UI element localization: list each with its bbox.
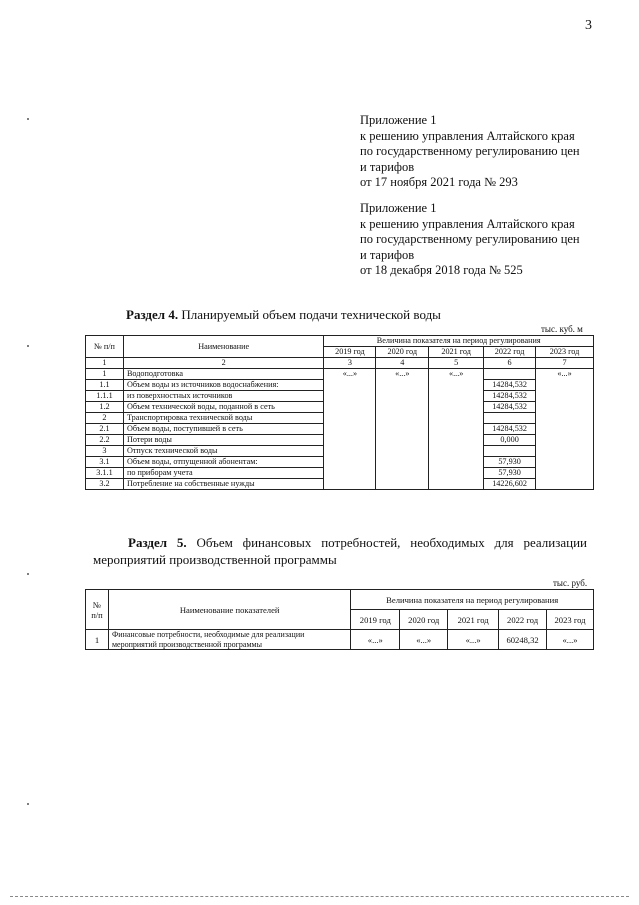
row-value-2023: [536, 457, 594, 468]
section5-table: [85, 589, 594, 650]
header-name: Наименование показателей: [108, 590, 350, 630]
row-value-2023: [536, 402, 594, 413]
section4-units: тыс. куб. м: [541, 324, 583, 334]
header-period: Величина показателя на период регулирования: [351, 590, 594, 610]
row-value-2022: 57,930: [484, 468, 536, 479]
row-value-2022: 60248,32: [499, 630, 547, 650]
table-row: [86, 424, 594, 435]
row-name: Водоподготовка: [123, 369, 324, 380]
header-year: 2022 год: [484, 347, 536, 358]
appendix-line: к решению управления Алтайского края: [360, 216, 575, 231]
row-value-2023: [536, 380, 594, 391]
row-num: 2.2: [86, 435, 124, 446]
row-value-2023: «...»: [536, 369, 594, 380]
appendix-line: от 18 декабря 2018 года № 525: [360, 263, 523, 277]
section4-title: [126, 306, 441, 323]
section5-title-number: Раздел 5.: [128, 535, 187, 550]
row-value-2019: [324, 457, 376, 468]
row-value-2021: «...»: [429, 369, 484, 380]
row-name: Транспортировка технической воды: [123, 413, 324, 424]
row-value-2020: [376, 446, 429, 457]
row-num: 1: [86, 630, 109, 650]
appendix-line: от 17 ноября 2021 года № 293: [360, 175, 518, 189]
section5-units: тыс. руб.: [553, 578, 588, 588]
header-year: 2021 год: [429, 347, 484, 358]
row-value-2020: [376, 424, 429, 435]
header-num: № п/п: [86, 590, 109, 630]
row-value-2020: [376, 391, 429, 402]
table-row: [86, 630, 594, 650]
row-value-2020: «...»: [400, 630, 448, 650]
row-num: 3: [86, 446, 124, 457]
row-value-2020: [376, 402, 429, 413]
row-value-2021: [429, 479, 484, 490]
row-value-2021: «...»: [448, 630, 499, 650]
row-value-2023: [536, 468, 594, 479]
row-value-2019: «...»: [351, 630, 400, 650]
column-number: 5: [429, 358, 484, 369]
row-value-2019: [324, 402, 376, 413]
row-value-2023: «...»: [547, 630, 594, 650]
row-num: 1.2: [86, 402, 124, 413]
row-value-2019: [324, 413, 376, 424]
row-value-2021: [429, 391, 484, 402]
row-value-2021: [429, 435, 484, 446]
column-number: 7: [536, 358, 594, 369]
appendix-line: и тарифов: [360, 247, 415, 262]
row-value-2023: [536, 391, 594, 402]
column-number: 2: [123, 358, 324, 369]
table-row: [86, 402, 594, 413]
row-num: 3.1.1: [86, 468, 124, 479]
row-value-2022: 57,930: [484, 457, 536, 468]
row-value-2021: [429, 446, 484, 457]
appendix-line: к решению управления Алтайского края: [360, 128, 575, 143]
table-row: [86, 457, 594, 468]
header-year: 2022 год: [499, 610, 547, 630]
scan-mark: [27, 345, 29, 347]
table-row: [86, 369, 594, 380]
scan-mark: [27, 573, 29, 575]
row-value-2023: [536, 413, 594, 424]
row-name: Объем воды, отпущенной абонентам:: [123, 457, 324, 468]
row-value-2021: [429, 380, 484, 391]
row-value-2023: [536, 446, 594, 457]
row-value-2020: [376, 479, 429, 490]
header-year: 2023 год: [536, 347, 594, 358]
section4-table: [85, 335, 594, 490]
row-num: 3.1: [86, 457, 124, 468]
table-row: [86, 380, 594, 391]
row-value-2022: 14226,602: [484, 479, 536, 490]
appendix-line: по государственному регулированию цен: [360, 144, 580, 158]
row-value-2019: «...»: [324, 369, 376, 380]
header-year: 2019 год: [351, 610, 400, 630]
row-value-2021: [429, 457, 484, 468]
row-value-2020: [376, 380, 429, 391]
row-value-2020: [376, 413, 429, 424]
appendix-line: по государственному регулированию цен: [360, 232, 580, 246]
column-number: 4: [376, 358, 429, 369]
scan-mark: [27, 118, 29, 120]
row-value-2019: [324, 446, 376, 457]
row-value-2019: [324, 435, 376, 446]
row-num: 1.1.1: [86, 391, 124, 402]
header-year: 2023 год: [547, 610, 594, 630]
header-num: № п/п: [86, 336, 124, 358]
table-row: [86, 479, 594, 490]
section4-title-text: Планируемый объем подачи технической воды: [178, 307, 441, 322]
row-value-2019: [324, 380, 376, 391]
row-value-2021: [429, 402, 484, 413]
appendix-block-original: [360, 201, 580, 279]
row-value-2020: [376, 457, 429, 468]
row-value-2021: [429, 424, 484, 435]
row-num: 1: [86, 369, 124, 380]
row-value-2021: [429, 413, 484, 424]
row-value-2022: 14284,532: [484, 402, 536, 413]
row-value-2019: [324, 479, 376, 490]
row-value-2020: «...»: [376, 369, 429, 380]
row-value-2020: [376, 435, 429, 446]
header-period: Величина показателя на период регулирования: [324, 336, 594, 347]
table-row: [86, 413, 594, 424]
page-bottom-edge: [10, 896, 629, 897]
column-number: 6: [484, 358, 536, 369]
row-value-2020: [376, 468, 429, 479]
row-value-2022: [484, 413, 536, 424]
row-num: 1.1: [86, 380, 124, 391]
row-value-2019: [324, 424, 376, 435]
section4-table-body: [86, 369, 594, 490]
row-value-2019: [324, 468, 376, 479]
appendix-line: Приложение 1: [360, 113, 437, 127]
column-number: 3: [324, 358, 376, 369]
row-name: по приборам учета: [123, 468, 324, 479]
row-num: 3.2: [86, 479, 124, 490]
section5-title: [93, 534, 587, 568]
row-value-2023: [536, 435, 594, 446]
row-value-2022: 14284,532: [484, 380, 536, 391]
section5-title-text: Объем финансовых потребностей, необходимых для реализации мероприятий производственной программы: [93, 535, 587, 567]
row-value-2019: [324, 391, 376, 402]
header-year: 2020 год: [376, 347, 429, 358]
row-value-2023: [536, 424, 594, 435]
page-number: 3: [585, 18, 592, 33]
row-name: Финансовые потребности, необходимые для реализации мероприятий производственной программы: [108, 630, 350, 650]
row-name: Потребление на собственные нужды: [123, 479, 324, 490]
row-value-2023: [536, 479, 594, 490]
row-value-2022: 0,000: [484, 435, 536, 446]
appendix-line: Приложение 1: [360, 201, 437, 215]
row-name: Потери воды: [123, 435, 324, 446]
table-row: [86, 435, 594, 446]
appendix-block-current: [360, 113, 580, 191]
row-value-2022: 14284,532: [484, 391, 536, 402]
row-name: Объем воды из источников водоснабжения:: [123, 380, 324, 391]
row-name: Объем воды, поступившей в сеть: [123, 424, 324, 435]
table-row: [86, 468, 594, 479]
header-year: 2020 год: [400, 610, 448, 630]
table-row: [86, 446, 594, 457]
row-name: из поверхностных источников: [123, 391, 324, 402]
row-value-2022: [484, 446, 536, 457]
row-num: 2: [86, 413, 124, 424]
row-value-2022: [484, 369, 536, 380]
section4-title-number: Раздел 4.: [126, 307, 179, 322]
row-name: Отпуск технической воды: [123, 446, 324, 457]
row-num: 2.1: [86, 424, 124, 435]
header-name: Наименование: [123, 336, 324, 358]
row-name: Объем технической воды, поданной в сеть: [123, 402, 324, 413]
row-value-2021: [429, 468, 484, 479]
appendix-line: и тарифов: [360, 159, 415, 174]
scan-mark: [27, 803, 29, 805]
column-number: 1: [86, 358, 124, 369]
header-year: 2021 год: [448, 610, 499, 630]
row-value-2022: 14284,532: [484, 424, 536, 435]
table-row: [86, 391, 594, 402]
header-year: 2019 год: [324, 347, 376, 358]
